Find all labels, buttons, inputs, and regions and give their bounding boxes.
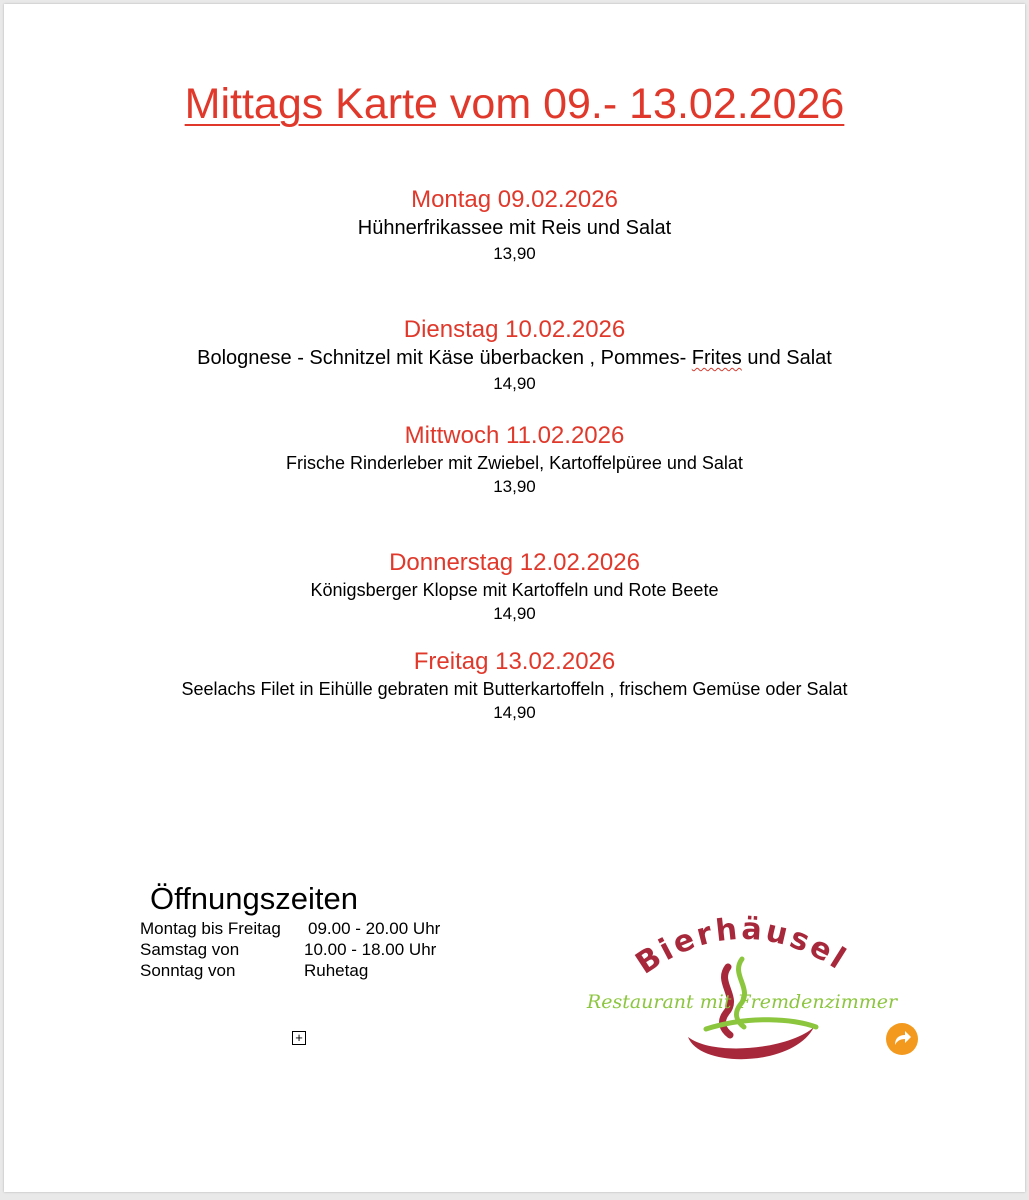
opening-hours [140, 880, 500, 981]
dish-description [4, 345, 1025, 372]
day-heading: Donnerstag 12.02.2026 [389, 549, 640, 576]
share-arrow-icon[interactable] [885, 1022, 919, 1056]
dish-price: 14,90 [493, 703, 536, 722]
day-wednesday [4, 421, 1025, 499]
opening-time: Ruhetag [304, 961, 369, 980]
opening-day: Sonntag von [140, 961, 236, 980]
day-heading: Montag 09.02.2026 [411, 186, 618, 213]
dish-text-part: Bolognese - Schnitzel mit Käse überbacken , Pommes- [197, 347, 692, 369]
dish-price: 14,90 [493, 604, 536, 623]
day-heading: Freitag 13.02.2026 [413, 648, 616, 675]
logo-name: Bierhäusel [629, 911, 854, 982]
page-title: Mittags Karte vom 09.- 13.02.2026 [184, 80, 845, 128]
bierhaeusel-logo [580, 909, 900, 1069]
dish-description: Königsberger Klopse mit Kartoffeln und Rote Beete [310, 580, 719, 600]
dish-description: Frische Rinderleber mit Zwiebel, Kartoffelpüree und Salat [286, 453, 743, 473]
day-thursday [4, 548, 1025, 626]
opening-hours-title: Öffnungszeiten [150, 881, 358, 916]
dish-price: 13,90 [493, 477, 536, 496]
opening-hours-row [140, 960, 500, 981]
opening-day: Samstag von [140, 940, 240, 959]
day-monday [4, 185, 1025, 266]
day-heading: Mittwoch 11.02.2026 [404, 422, 625, 449]
dish-text-part: und Salat [741, 347, 832, 369]
anchor-plus-icon[interactable]: + [292, 1031, 306, 1045]
dish-description: Seelachs Filet in Eihülle gebraten mit Butterkartoffeln , frischem Gemüse oder Salat [181, 679, 848, 699]
svg-text:Bierhäusel [630, 912, 854, 982]
spellcheck-marked-word[interactable]: Frites [691, 347, 742, 369]
opening-day: Montag bis Freitag [140, 919, 281, 938]
document-page [4, 4, 1025, 1192]
day-tuesday [4, 315, 1025, 396]
day-friday [4, 647, 1025, 725]
opening-time: 09.00 - 20.00 Uhr [308, 919, 441, 938]
dish-price: 14,90 [493, 374, 536, 393]
opening-time: 10.00 - 18.00 Uhr [304, 940, 437, 959]
logo-subtitle: Restaurant mit Fremdenzimmer [586, 991, 898, 1013]
day-heading: Dienstag 10.02.2026 [403, 316, 626, 343]
dish-description: Hühnerfrikassee mit Reis und Salat [357, 217, 672, 239]
opening-hours-row [140, 939, 500, 960]
opening-hours-row [140, 918, 500, 939]
dish-price: 13,90 [493, 244, 536, 263]
